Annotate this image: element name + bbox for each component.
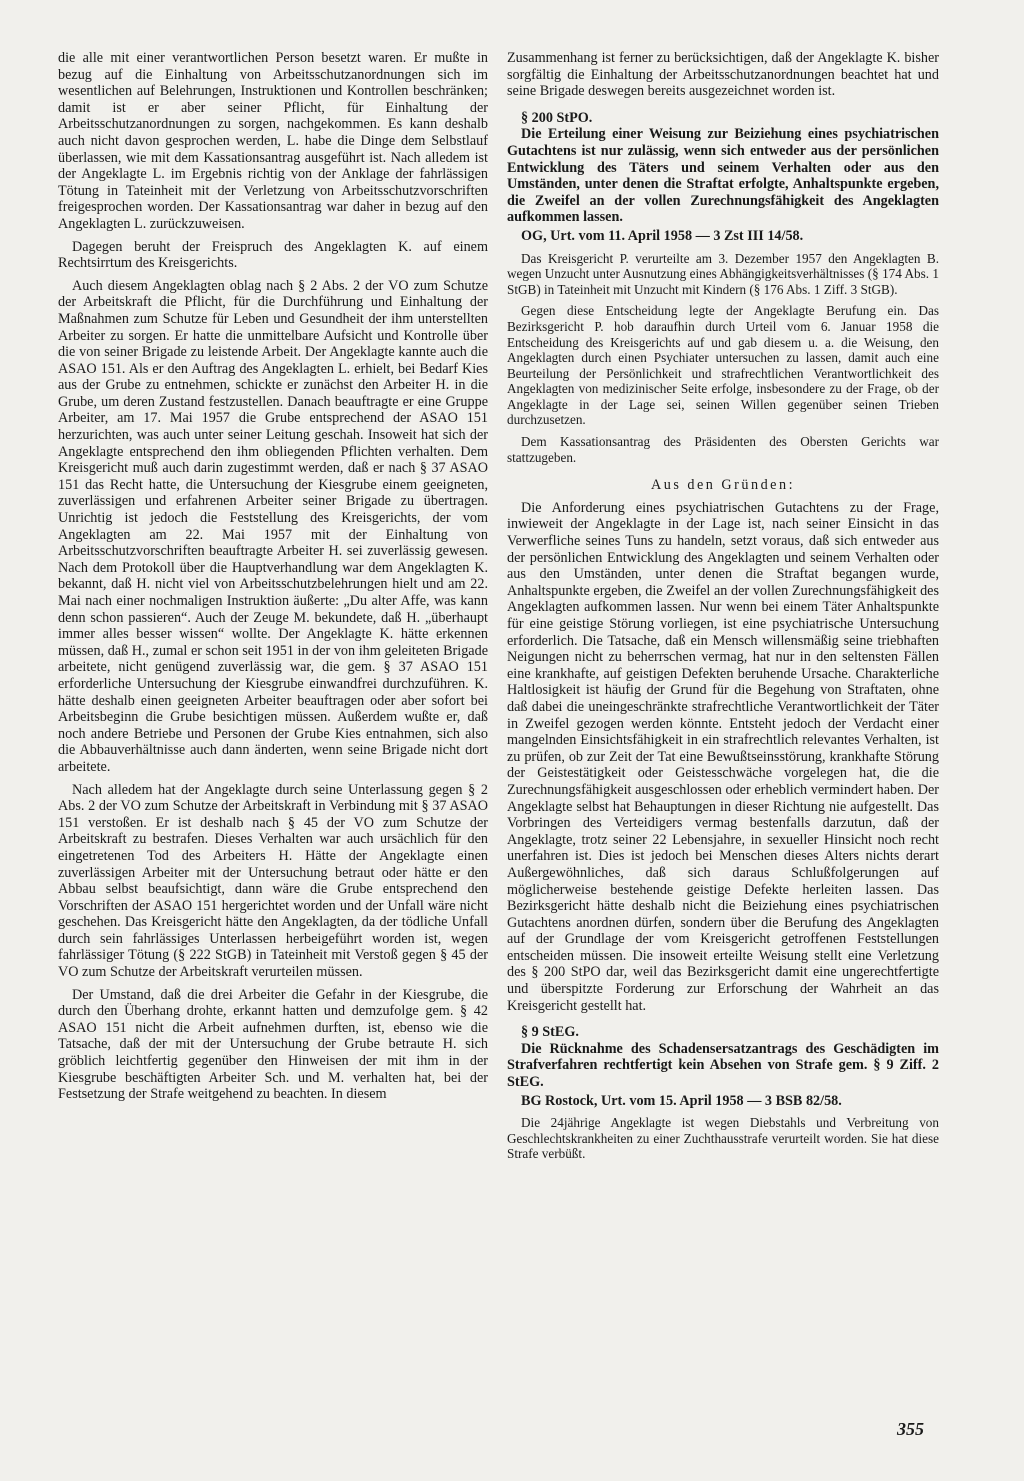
right-column	[507, 50, 939, 1168]
paragraph: Die Anforderung eines psychiatrischen Gutachtens zu der Frage, inwieweit der Angeklagte in der Lage ist, nach seiner Einsicht in das Verwerfliche seines Tuns zu handeln, setzt voraus, daß sich entweder aus der persönlichen Entwicklung des Angeklagten und seinem Verhalten oder aus den Umständen, unter denen die Straftat begangen wurde, Anhaltspunkte ergeben, die Zweifel an der vollen Zurechnungsfähigkeit des Angeklagten aufkommen lassen. Nur wenn bei einem Täter Anhaltspunkte für eine geistige Störung vorliegen, ist eine psychiatrische Untersuchung erforderlich. Die Tatsache, daß ein Mensch willensmäßig seine triebhaften Neigungen nicht zu beherrschen vermag, hat nur in den seltensten Fällen eine krankhafte, auf geistigen Defekten beruhende Ursache. Charakterliche Haltlosigkeit ist häufig der Grund für die Begehung von Straftaten, ohne daß dabei die uneingeschränkte strafrechtliche Verantwortlichkeit der Täter in Zweifel gezogen werden könnte. Entsteht jedoch der Verdacht einer mangelnden Einsichtsfähigkeit in ein strafrechtlich relevantes Verhalten, ist zu prüfen, ob zur Zeit der Tat eine Bewußtseinsstörung, krankhafte Störung der Geistestätigkeit oder Geistesschwäche vorgelegen hat, die die Zurechnungsfähigkeit ausgeschlossen oder erheblich vermindert haben. Der Angeklagte selbst hat Behauptungen in dieser Richtung nie aufgestellt. Das Vorbringen des Verteidigers vermag bestenfalls darzutun, daß der Angeklagte, trotz seiner 22 Lebensjahre, in sexueller Hinsicht noch recht unerfahren ist. Dies ist jedoch bei Menschen dieses Alters nichts derart Außergewöhnliches, daß sich daraus Schlußfolgerungen auf möglicherweise bestehende geistige Defekte herleiten lassen. Das Bezirksgericht hätte deshalb nicht die Beiziehung eines psychiatrischen Gutachtens anordnen dürfen, sondern über die Berufung des Angeklagten auf der Grundlage der vom Kreisgericht getroffenen Feststellungen entscheiden müssen. Die insoweit erteilte Weisung stellt eine Verletzung des § 200 StPO dar, weil das Bezirksgericht damit eine ungerechtfertigte und überspitzte Forderung zur Erforschung der Wahrheit an das Kreisgericht gestellt hat.	[507, 499, 939, 1014]
paragraph: die alle mit einer verantwortlichen Person besetzt waren. Er mußte in bezug auf die Einhaltung von Arbeitsschutzanordnungen sich im wesentlichen auf Belehrungen, Instruktionen und Kontrollen beschränken; damit ist er aber seiner Pflicht, für Einhaltung der Arbeitsschutzanordnungen zu sorgen, nachgekommen. Es kann deshalb auch nicht davon gesprochen werden, L. habe die Dinge dem Selbstlauf überlassen, wie mit dem Kassationsantrag ausgeführt ist. Nach alledem ist der Angeklagte L. im Ergebnis richtig von der Anklage der fahrlässigen Tötung in Tateinheit mit der Verletzung von Arbeitsschutzvorschriften freigesprochen worden. Der Kassationsantrag war daher in bezug auf den Angeklagten L. zurückzuweisen.	[58, 50, 488, 232]
paragraph: Nach alledem hat der Angeklagte durch seine Unterlassung gegen § 2 Abs. 2 der VO zum Schutze der Arbeitskraft in Verbindung mit § 37 ASAO 151 verstoßen. Er ist deshalb nach § 45 der VO zum Schutze der Arbeitskraft zu bestrafen. Dieses Verhalten war auch ursächlich für den eingetretenen Tod des Arbeiters H. Hätte der Angeklagte einen zuverlässigen Arbeiter mit der Untersuchung betraut oder hätte er den Abbau selbst beaufsichtigt, dann wäre die Grube entsprechend den Vorschriften der ASAO 151 hergerichtet worden und der Unfall wäre nicht geschehen. Das Kreisgericht hätte den Angeklagten, da der tödliche Unfall durch sein fahrlässiges Unterlassen herbeigeführt worden ist, wegen fahrlässiger Tötung (§ 222 StGB) in Tateinheit mit Verstoß gegen § 45 der VO zum Schutze der Arbeitskraft verurteilen müssen.	[58, 781, 488, 981]
headnote: Die Rücknahme des Schadensersatzantrags des Geschädigten im Strafverfahren rechtfertigt kein Absehen von Strafe gem. § 9 Ziff. 2 StEG.	[507, 1040, 939, 1091]
case-summary: Gegen diese Entscheidung legte der Angeklagte Berufung ein. Das Bezirksgericht P. hob daraufhin durch Urteil vom 6. Januar 1958 die Entscheidung des Kreisgerichts auf und gab diesem u. a. die Weisung, den Angeklagten durch einen Psychiater untersuchen zu lassen, damit auch eine Beurteilung der Persönlichkeit und strafrechtlichen Verantwortlichkeit des Angeklagten von medizinischer Seite erfolge, insbesondere zu der Frage, ob der Angeklagte in der Lage sei, seinen Willen gegenüber seinen Trieben durchzusetzen.	[507, 303, 939, 428]
paragraph: Dagegen beruht der Freispruch des Angeklagten K. auf einem Rechtsirrtum des Kreisgerichts.	[58, 238, 488, 272]
left-column	[58, 50, 488, 1109]
paragraph: Zusammenhang ist ferner zu berücksichtigen, daß der Angeklagte K. bisher sorgfältig die Einhaltung der Arbeitsschutzanordnungen beachtet hat und seine Brigade deswegen bereits ausgezeichnet worden ist.	[507, 50, 939, 100]
paragraph: Der Umstand, daß die drei Arbeiter die Gefahr in der Kiesgrube, die durch den Überhang drohte, erkannt hatten und demzufolge gem. § 42 ASAO 151 nicht die Arbeit aufnehmen durften, ist, ebenso wie die Tatsache, daß der mit der Untersuchung der Grube betraute H. sich gröblich leichtfertig gegenüber den Hinweisen der mit ihm in der Kiesgrube beschäftigten Arbeiter Sch. und M. verhalten hat, bei der Festsetzung der Strafe weitgehend zu beachten. In diesem	[58, 986, 488, 1103]
case-summary: Die 24jährige Angeklagte ist wegen Diebstahls und Verbreitung von Geschlechtskrankheiten zu einer Zuchthausstrafe verurteilt worden. Sie hat diese Strafe verbüßt.	[507, 1115, 939, 1162]
court-citation: BG Rostock, Urt. vom 15. April 1958 — 3 BSB 82/58.	[521, 1092, 842, 1109]
court-citation: OG, Urt. vom 11. April 1958 — 3 Zst III 14/58.	[521, 227, 804, 244]
case-summary: Dem Kassationsantrag des Präsidenten des Obersten Gerichts war stattzugeben.	[507, 434, 939, 465]
section-heading: § 9 StEG.	[521, 1024, 579, 1041]
paragraph: Auch diesem Angeklagten oblag nach § 2 Abs. 2 der VO zum Schutze der Arbeitskraft die Pflicht, für die Durchführung und Einhaltung der Maßnahmen zum Schutze für Leben und Gesundheit der ihm unterstellten Arbeiter zu sorgen. Er hatte die unmittelbare Aufsicht und Kontrolle über die von seiner Brigade zu leistende Arbeit. Der Angeklagte kannte auch die ASAO 151. Als er den Auftrag des Angeklagten L. erhielt, bei Bedarf Kies aus der Grube zu entnehmen, schickte er zunächst den Arbeiter H. in die Grube, um deren Zustand festzustellen. Danach beauftragte er eine Gruppe Arbeiter, am 17. Mai 1957 die Grube entsprechend der ASAO 151 herzurichten, was auch unter seiner Leitung geschah. Insoweit hat sich der Angeklagte entsprechend den ihm obliegenden Pflichten verhalten. Dem Kreisgericht muß auch darin zugestimmt werden, daß er nach § 37 ASAO 151 das Recht hatte, die Untersuchung der Kiesgrube einem geeigneten, zuverlässigen und erfahrenen Arbeiter seiner Brigade zu übertragen. Unrichtig ist jedoch die Feststellung des Kreisgerichts, der vom Angeklagten am 22. Mai 1957 mit der Einhaltung von Arbeitsschutzvorschriften beauftragte Arbeiter H. sei zuverlässig gewesen. Nach dem Protokoll über die Hauptverhandlung war dem Angeklagten K. bekannt, daß H. nicht viel von Arbeitsschutzbelehrungen hielt und am 22. Mai nach einer nochmaligen Instruktion äußerte: „Du alter Affe, was kann denn schon passieren“. Auch der Zeuge M. bekundete, daß H. „überhaupt immer alles besser wissen“ wollte. Der Angeklagte K. hätte erkennen müssen, daß H., zumal er schon seit 1951 in der von ihm geleiteten Brigade arbeitete, nicht genügend zuverlässig war, die gem. § 37 ASAO 151 erforderliche Untersuchung der Kiesgrube einwandfrei durchzuführen. K. hätte deshalb einen geeigneten Arbeiter beauftragen oder aber sofort bei Arbeitsbeginn die Grube besichtigen müssen. Außerdem wußte er, daß noch andere Betriebe und Personen der Grube Kies entnahmen, sich also die Abbauverhältnisse auch dann änderten, wenn seine Brigade nicht dort arbeitete.	[58, 277, 488, 775]
case-summary: Das Kreisgericht P. verurteilte am 3. Dezember 1957 den Angeklagten B. wegen Unzucht unter Ausnutzung eines Abhängigkeitsverhältnisses (§ 174 Abs. 1 StGB) in Tateinheit mit Unzucht mit Kindern (§ 176 Abs. 1 Ziff. 3 StGB).	[507, 250, 939, 297]
reasons-heading: Aus den Gründen:	[650, 477, 796, 494]
headnote: Die Erteilung einer Weisung zur Beiziehung eines psychiatrischen Gutachtens ist nur zulässig, wenn sich entweder aus der persönlichen Entwicklung des Täters und seinem Verhalten oder aus den Umständen, unter denen die Straftat erfolgte, Anhaltspunkte ergeben, die Zweifel an der vollen Zurechnungsfähigkeit des Angeklagten aufkommen lassen.	[507, 126, 939, 226]
page-number: 355	[897, 1419, 924, 1439]
section-heading: § 200 StPO.	[521, 109, 593, 126]
